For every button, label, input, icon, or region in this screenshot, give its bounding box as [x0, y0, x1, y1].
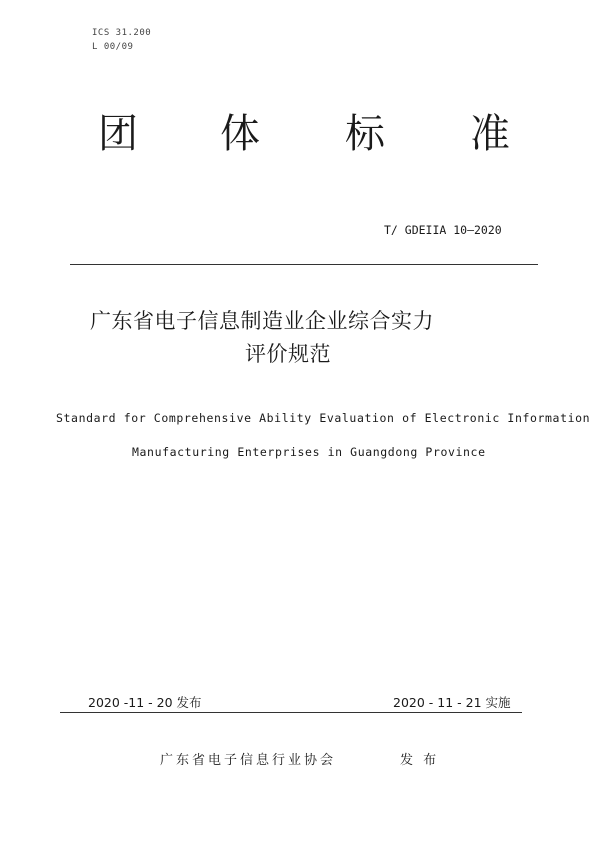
footer-divider: [60, 712, 522, 713]
standard-type-char-1: 团: [98, 111, 138, 157]
title-cn-line2: 评价规范: [245, 342, 331, 366]
ccs-code: L 00/09: [92, 42, 134, 52]
standard-type-char-3: 标: [345, 111, 385, 157]
issue-date: 2020 -11 - 20 发布: [88, 695, 202, 710]
standard-type-char-2: 体: [220, 111, 260, 157]
title-cn-line1: 广东省电子信息制造业企业综合实力: [90, 309, 434, 333]
publisher-action: 发 布: [400, 753, 440, 768]
standard-number: T/ GDEIIA 10—2020: [384, 223, 502, 237]
publisher-org: 广东省电子信息行业协会: [160, 753, 337, 768]
implement-date: 2020 - 11 - 21 实施: [393, 695, 511, 710]
title-en-line1: Standard for Comprehensive Ability Evaluation of Electronic Information: [56, 411, 591, 425]
title-en-line2: Manufacturing Enterprises in Guangdong Province: [132, 445, 486, 459]
header-divider: [70, 264, 538, 265]
standard-type-char-4: 准: [470, 111, 510, 157]
ics-code: ICS 31.200: [92, 28, 152, 38]
